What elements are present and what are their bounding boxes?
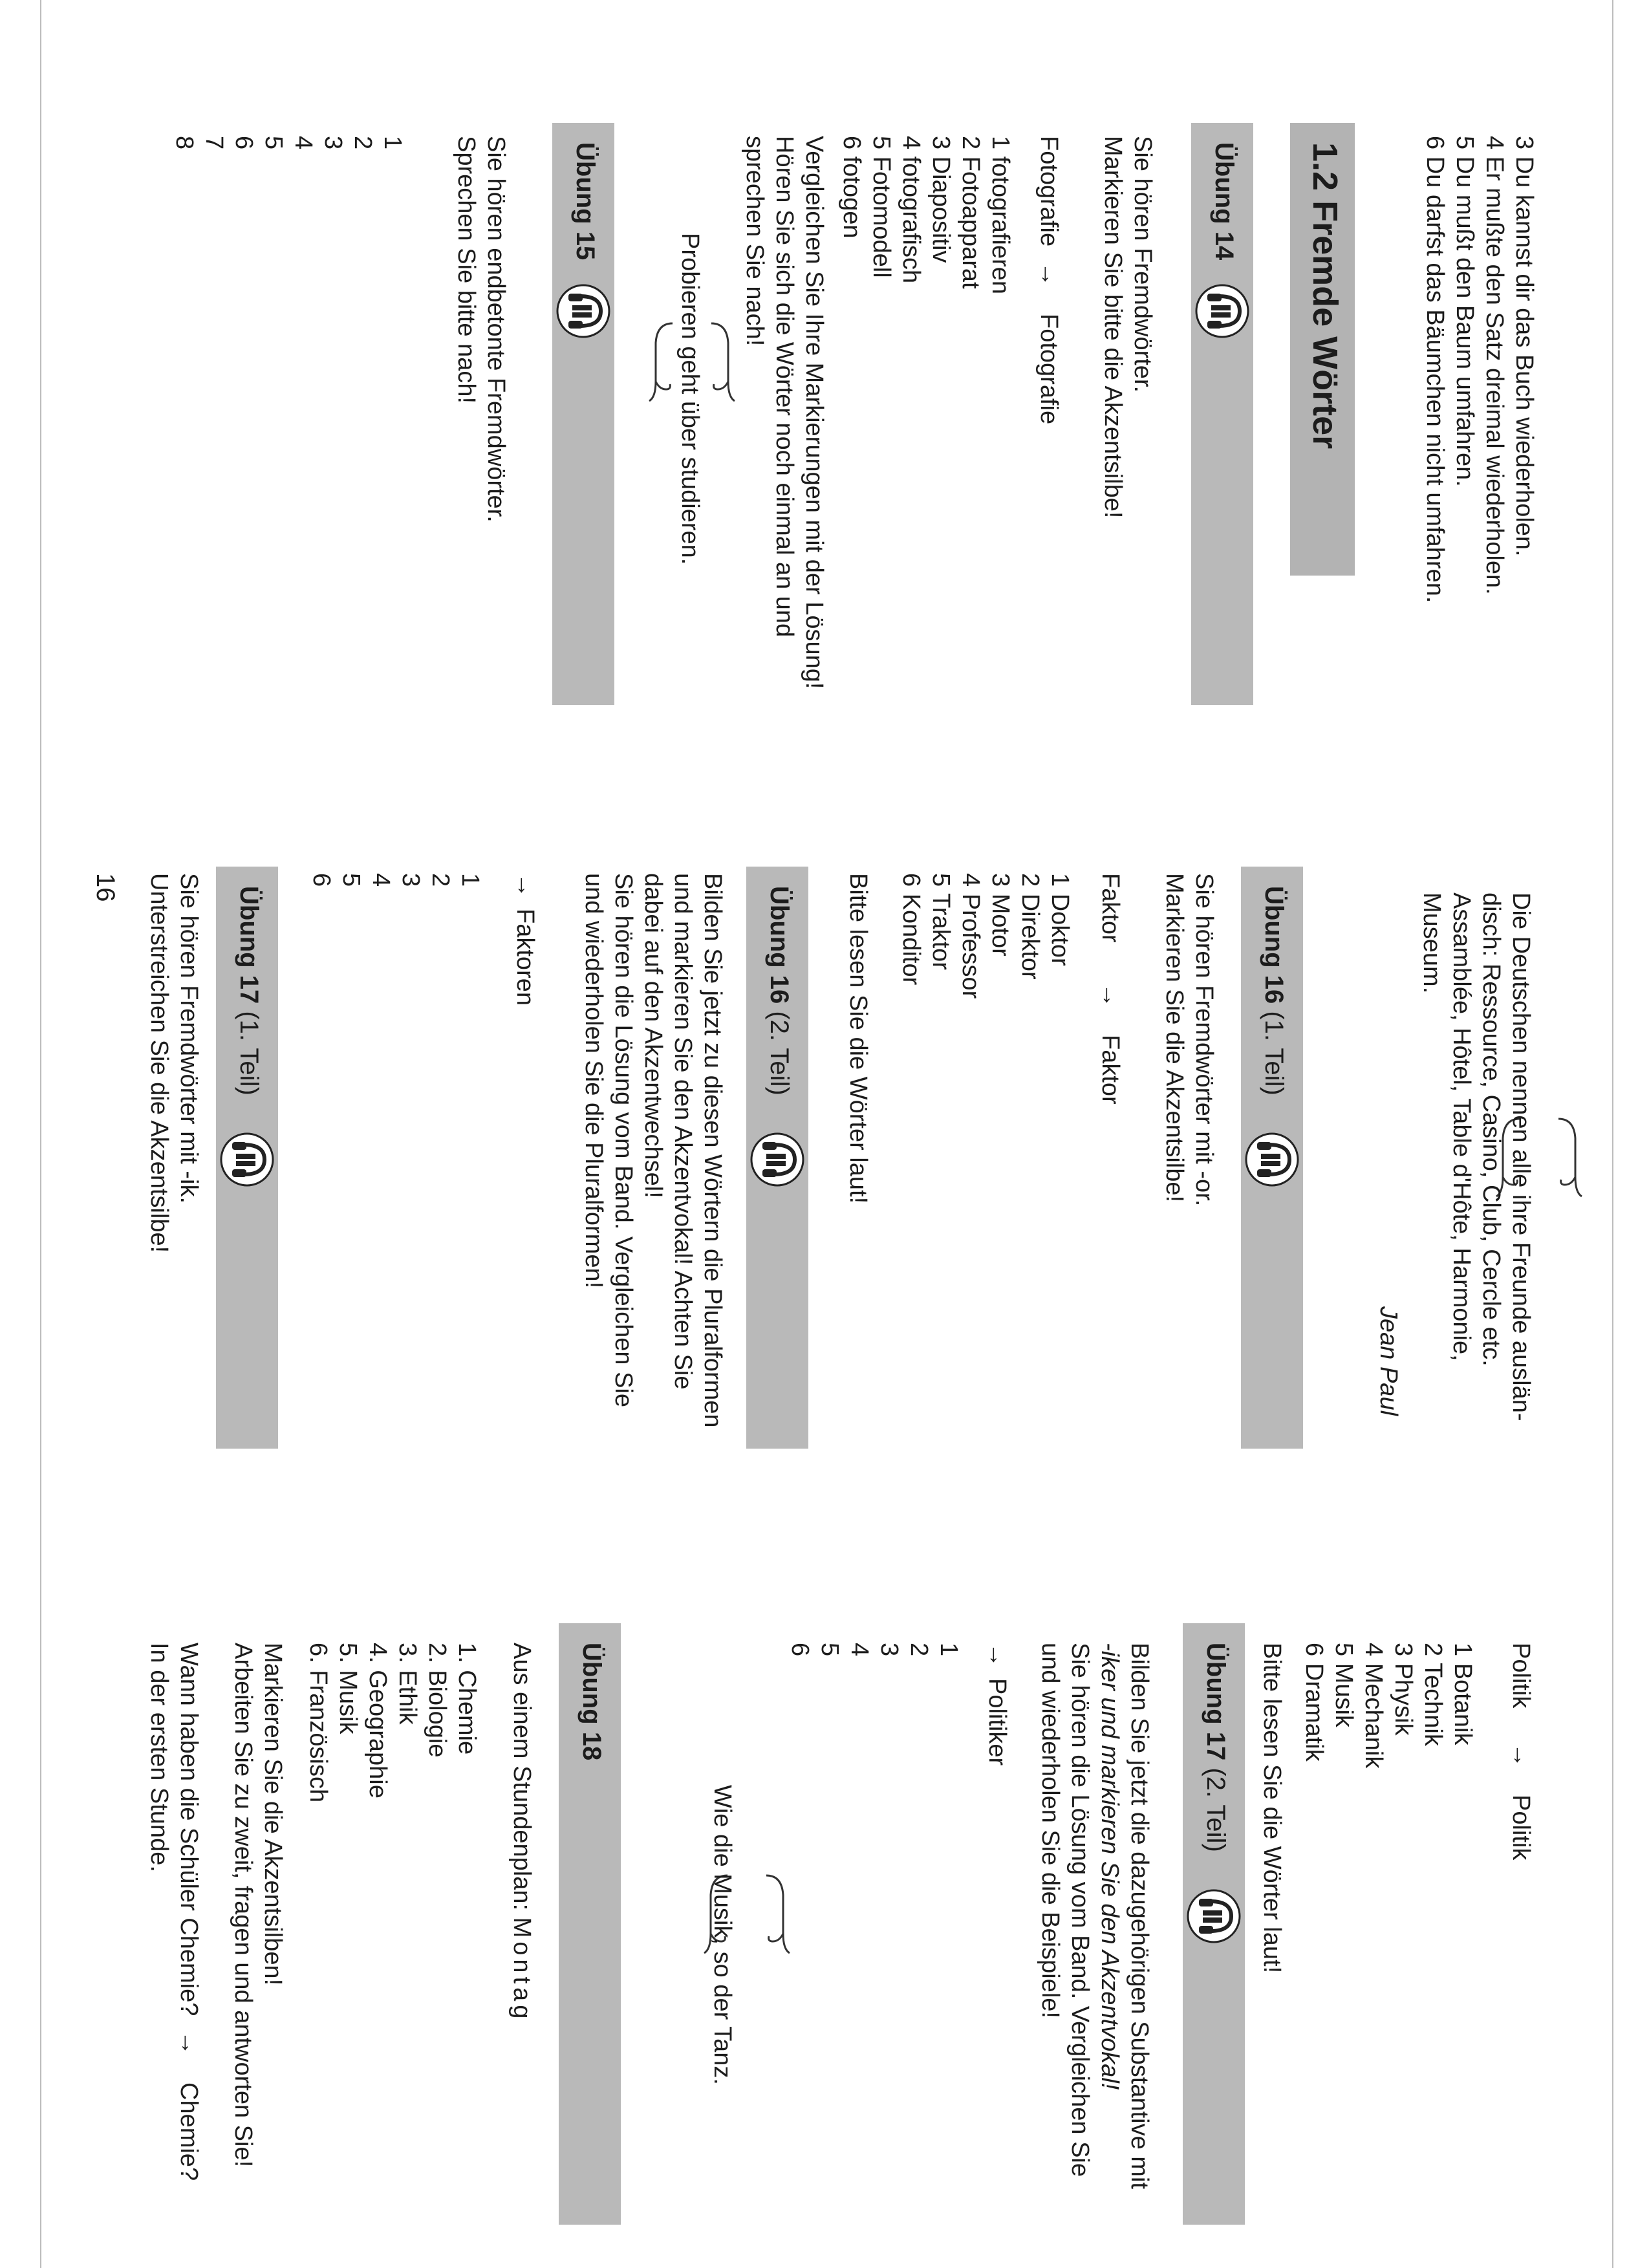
word-item: 1 Doktor — [1046, 873, 1073, 966]
sentence-line: 5 Du mußt den Baum umfahren. — [1451, 136, 1478, 487]
quote-author: Jean Paul — [1375, 1306, 1402, 1416]
page-number: 16 — [91, 873, 120, 902]
number-item: 4 — [367, 873, 394, 887]
headphones-icon — [1194, 283, 1250, 339]
headphones-icon — [1244, 1132, 1300, 1187]
right-column — [0, 1539, 1649, 2257]
number-item: 6 — [786, 1643, 814, 1657]
word-item: 1 fotografieren — [987, 136, 1014, 295]
arrow-icon: → — [512, 873, 539, 898]
number-item: 2 — [349, 136, 376, 150]
dialogue-answer: In der ersten Stunde. — [146, 1643, 173, 1872]
headphones-icon — [1186, 1888, 1242, 1944]
exercise-14-title: Übung 14 — [1210, 142, 1238, 261]
instruction-line: Sie hören endbetonte Fremdwörter. — [482, 136, 510, 523]
exercise-15-title: Übung 15 — [571, 142, 599, 261]
number-item: 5 — [338, 873, 365, 887]
number-item: 5 — [260, 136, 287, 150]
sentence-line: 6 Du darfst das Bäumchen nicht umfahren. — [1421, 136, 1449, 603]
quote-line: disch: Ressource, Casino, Club, Cercle etc. — [1478, 892, 1505, 1366]
word-item: 5 Traktor — [927, 873, 954, 970]
middle-column — [0, 770, 1649, 1507]
number-item: 2 — [427, 873, 454, 887]
headphones-icon — [555, 283, 611, 339]
quote-line: Museum. — [1418, 892, 1445, 994]
instruction-line: dabei auf den Akzentwechsel! — [640, 873, 667, 1198]
instruction-line: sprechen Sie nach! — [741, 136, 768, 347]
sentence-line: 3 Du kannst dir das Buch wiederholen. — [1511, 136, 1538, 557]
instruction-line: Bilden Sie jetzt die dazugehörigen Substantive mit — [1126, 1643, 1153, 2189]
word-item: 5 Musik — [1330, 1643, 1357, 1727]
word-item: 3 Motor — [987, 873, 1014, 956]
proverb-text: Wie die Musik, so der Tanz. — [709, 1785, 736, 2085]
instruction-line: Markieren Sie die Akzentsilbe! — [1161, 873, 1188, 1203]
section-title: 1.2 Fremde Wörter — [1306, 142, 1344, 449]
arrow-icon: → — [1097, 983, 1124, 1008]
arrow-icon: → — [175, 2031, 202, 2055]
example-word: Politik — [1507, 1643, 1535, 1709]
instruction-line: und wiederholen Sie die Beispiele! — [1037, 1643, 1064, 2018]
number-item: 4 — [290, 136, 317, 150]
number-item: 8 — [171, 136, 198, 150]
example-answer: Politik — [1507, 1795, 1535, 1861]
sentence-line: 4 Er mußte den Satz dreimal wiederholen. — [1481, 136, 1508, 595]
dialogue-answer-word: Chemie? — [175, 2082, 202, 2181]
instruction-line: und wiederholen Sie die Pluralformen! — [580, 873, 607, 1289]
headphones-icon — [749, 1132, 805, 1187]
subject-item: 3. Ethik — [394, 1643, 421, 1725]
number-item: 5 — [816, 1643, 843, 1657]
word-item: 6 Konditor — [898, 873, 925, 986]
exercise-16-title: Übung 16 (1. Teil) — [1260, 886, 1288, 1096]
number-item: 4 — [846, 1643, 873, 1657]
word-item: 2 Technik — [1419, 1643, 1447, 1746]
word-item: 2 Fotoapparat — [957, 136, 984, 289]
instruction-line: Markieren Sie die Akzentsilben! — [259, 1643, 286, 1986]
example-answer: Faktor — [1097, 1035, 1124, 1105]
number-item: 1 — [935, 1643, 962, 1657]
exercise-18-title: Übung 18 — [577, 1643, 606, 1761]
instruction-line: Vergleichen Sie Ihre Markierungen mit der Lösung! — [801, 136, 828, 689]
arrow-icon: → — [984, 1643, 1011, 1667]
left-column — [0, 39, 1649, 750]
example-word: Fotografie — [1035, 136, 1062, 247]
number-item: 7 — [200, 136, 228, 150]
instruction-line: Sie hören Fremdwörter. — [1129, 136, 1156, 393]
word-item: 3 Physik — [1390, 1643, 1417, 1736]
number-item: 6 — [230, 136, 257, 150]
instruction-line: Bitte lesen Sie die Wörter laut! — [1258, 1643, 1286, 1974]
instruction-line: Bilden Sie jetzt zu diesen Wörtern die Pluralformen — [699, 873, 726, 1428]
number-item: 1 — [457, 873, 484, 887]
word-item: 3 Diapositiv — [927, 136, 954, 263]
arrow-icon: → — [1035, 262, 1062, 286]
example-answer: Fotografie — [1035, 314, 1062, 425]
number-item: 2 — [905, 1643, 932, 1657]
number-item: 3 — [876, 1643, 903, 1657]
exercise-16-part2-title: Übung 16 (2. Teil) — [765, 886, 793, 1096]
headphones-icon — [219, 1132, 275, 1187]
arrow-icon: → — [1507, 1743, 1535, 1767]
instruction-line: Markieren Sie bitte die Akzentsilbe! — [1099, 136, 1126, 519]
word-item: 4 Mechanik — [1360, 1643, 1387, 1769]
word-item: 4 fotografisch — [898, 136, 925, 284]
instruction-line: Sie hören Fremdwörter mit -ik. — [175, 873, 202, 1204]
subject-item: 1. Chemie — [453, 1643, 480, 1755]
instruction-line: Sie hören die Lösung vom Band. Vergleichen Sie — [1066, 1643, 1094, 2177]
subject-item: 6. Französisch — [305, 1643, 332, 1803]
instruction-line: Sie hören Fremdwörter mit -or. — [1191, 873, 1218, 1207]
instruction-line: Sie hören die Lösung vom Band. Vergleichen Sie — [610, 873, 637, 1407]
number-item: 6 — [308, 873, 335, 887]
number-item: 3 — [397, 873, 424, 887]
instruction-line: Hören Sie sich die Wörter noch einmal an und — [771, 136, 798, 638]
quote-line: Die Deutschen nennen alle ihre Freunde auslän- — [1507, 892, 1535, 1421]
subject-item: 5. Musik — [334, 1643, 361, 1734]
instruction-line: Bitte lesen Sie die Wörter laut! — [845, 873, 872, 1204]
instruction-line: Sprechen Sie bitte nach! — [453, 136, 480, 404]
example-answer: Faktoren — [512, 909, 539, 1006]
number-item: 3 — [319, 136, 347, 150]
word-item: 5 Fotomodell — [868, 136, 895, 278]
instruction-line: Arbeiten Sie zu zweit, fragen und antworten Sie! — [230, 1643, 257, 2168]
instruction-line: -iker und markieren Sie den Akzentvokal! — [1096, 1643, 1123, 2090]
word-item: 1 Botanik — [1449, 1643, 1476, 1745]
word-item: 6 Dramatik — [1300, 1643, 1328, 1762]
word-item: 2 Direktor — [1017, 873, 1044, 980]
instruction-line: Unterstreichen Sie die Akzentsilbe! — [146, 873, 173, 1253]
number-item: 1 — [379, 136, 406, 150]
word-item: 6 fotogen — [838, 136, 865, 239]
schedule-intro: Aus einem Stundenplan: Montag — [508, 1643, 535, 2023]
example-answer: Politiker — [984, 1678, 1011, 1766]
exercise-17-part2-title: Übung 17 (2. Teil) — [1202, 1643, 1230, 1852]
subject-item: 2. Biologie — [424, 1643, 451, 1758]
subject-item: 4. Geographie — [364, 1643, 391, 1798]
quote-line: Assamblée, Hôtel, Table d'Hôte, Harmonie, — [1448, 892, 1475, 1361]
word-item: 4 Professor — [957, 873, 984, 999]
example-word: Faktor — [1097, 873, 1124, 943]
exercise-17-title: Übung 17 (1. Teil) — [235, 886, 263, 1096]
dialogue-question: Wann haben die Schüler Chemie? — [175, 1643, 202, 2016]
instruction-line: und markieren Sie den Akzentvokal! Achten Sie — [669, 873, 696, 1390]
proverb-text: Probieren geht über studieren. — [676, 233, 704, 565]
